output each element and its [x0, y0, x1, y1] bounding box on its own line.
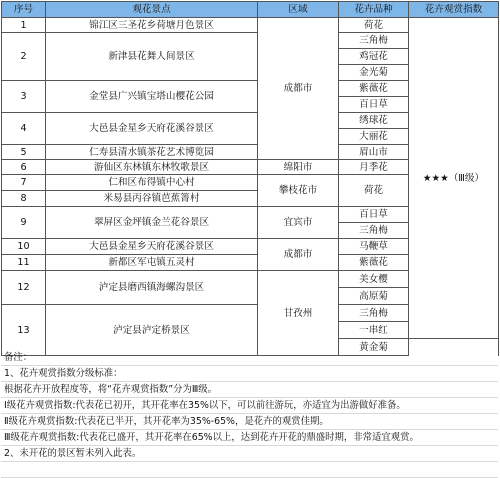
cell-flower: 百日草 — [339, 97, 409, 113]
table-row — [2, 18, 499, 33]
cell-site: 大邑县金星乡天府花溪谷景区 — [46, 113, 258, 145]
cell-site: 锦江区三圣花乡荷塘月色景区 — [46, 18, 258, 33]
cell-region: 成都市 — [258, 239, 339, 271]
header-region: 区域 — [258, 2, 339, 18]
cell-site: 新津县花舞人间景区 — [46, 33, 258, 81]
cell-no: 11 — [2, 255, 46, 271]
cell-flower: 紫薇花 — [339, 255, 409, 271]
cell-no: 8 — [2, 191, 46, 207]
cell-no: 4 — [2, 113, 46, 145]
cell-no: 5 — [2, 145, 46, 160]
cell-region: 甘孜州 — [258, 271, 339, 356]
cell-flower: 绣球花 — [339, 113, 409, 129]
notes-line-1: 1、花卉观赏指数分级标准： — [1, 366, 498, 382]
cell-no: 10 — [2, 239, 46, 255]
cell-region: 绵阳市 — [258, 160, 339, 175]
cell-region: 宜宾市 — [258, 207, 339, 239]
notes-line-6: 2、未开花的景区暂未列入此表。 — [1, 446, 498, 462]
cell-flower: 大丽花 — [339, 129, 409, 145]
cell-no: 12 — [2, 271, 46, 305]
flower-viewing-table — [1, 1, 499, 356]
cell-rating: ★★★（Ⅲ级） — [409, 18, 499, 339]
cell-flower: 一串红 — [339, 322, 409, 339]
cell-no: 13 — [2, 305, 46, 356]
cell-site: 游仙区东林镇东林牧歌景区 — [46, 160, 258, 175]
cell-flower: 紫薇花 — [339, 81, 409, 97]
cell-flower: 鸡冠花 — [339, 49, 409, 65]
notes-title: 备注： — [1, 350, 498, 366]
cell-region: 眉山市 — [339, 145, 409, 160]
header-site: 观花景点 — [46, 2, 258, 18]
cell-site: 仁和区布得镇中心村 — [46, 175, 258, 191]
notes-line-5: Ⅲ级花卉观赏指数:代表花已盛开，其开花率在65%以上，达到花卉开花的鼎盛时期，非常适宜观赏。 — [1, 430, 498, 446]
cell-flower: 三角梅 — [339, 223, 409, 239]
blank-line — [1, 462, 498, 478]
cell-site: 泸定县磨西镇海螺沟景区 — [46, 271, 258, 305]
cell-site: 翠屏区金坪镇金兰花谷景区 — [46, 207, 258, 239]
cell-no: 9 — [2, 207, 46, 239]
header-no: 序号 — [2, 2, 46, 18]
notes-line-2: 根据花卉开放程度等，将“花卉观赏指数”分为Ⅲ级。 — [1, 382, 498, 398]
cell-no: 6 — [2, 160, 46, 175]
cell-no: 2 — [2, 33, 46, 81]
cell-flower: 三角梅 — [339, 33, 409, 49]
cell-flower: 马鞭草 — [339, 239, 409, 255]
notes-section — [1, 350, 498, 478]
cell-site: 金堂县广兴镇宝塔山樱花公园 — [46, 81, 258, 113]
cell-site: 新都区军屯镇五灵村 — [46, 255, 258, 271]
cell-no: 3 — [2, 81, 46, 113]
cell-site: 米易县丙谷镇芭蕉箐村 — [46, 191, 258, 207]
cell-no: 7 — [2, 175, 46, 191]
cell-flower: 黄金菊 — [339, 339, 409, 356]
cell-site: 仁寿县清水镇茶花艺术博览园 — [46, 145, 258, 160]
cell-flower: 荷花 — [339, 175, 409, 207]
notes-line-3: Ⅰ级花卉观赏指数:代表花已初开，其开花率在35%以下，可以前往游玩，亦适宜为出游做好准备。 — [1, 398, 498, 414]
cell-flower: 金光菊 — [339, 65, 409, 81]
cell-flower: 月季花 — [339, 160, 409, 175]
cell-region: 成都市 — [258, 18, 339, 160]
cell-region: 攀枝花市 — [258, 175, 339, 207]
header-flower: 花卉品种 — [339, 2, 409, 18]
cell-flower: 高原菊 — [339, 288, 409, 305]
cell-site: 泸定县泸定桥景区 — [46, 305, 258, 356]
cell-no: 1 — [2, 18, 46, 33]
table-header-row — [2, 2, 499, 18]
cell-flower: 荷花 — [339, 18, 409, 33]
notes-line-4: Ⅱ级花卉观赏指数:代表花已半开，其开花率为35%-65%，是花卉的观赏佳期。 — [1, 414, 498, 430]
cell-flower: 百日草 — [339, 207, 409, 223]
cell-flower: 三角梅 — [339, 305, 409, 322]
cell-flower: 美女樱 — [339, 271, 409, 288]
header-rating: 花卉观赏指数 — [409, 2, 499, 18]
cell-site: 大邑县金星乡天府花溪谷景区 — [46, 239, 258, 255]
